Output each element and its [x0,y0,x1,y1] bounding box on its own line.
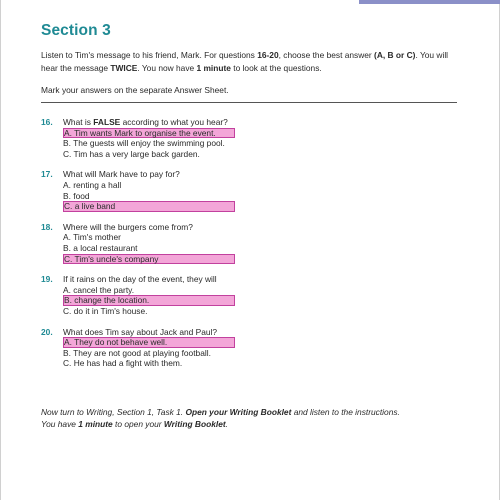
question-17 [41,169,451,211]
answer-options [41,128,451,160]
instr-part: , choose the best answer [278,50,375,60]
option-c[interactable]: C. Tim has a very large back garden. [63,148,200,159]
question-stem: What does Tim say about Jack and Paul? [63,326,218,337]
question-number: 17. [41,169,53,180]
answer-options [41,232,451,264]
question-18 [41,222,451,264]
footer-part: You have [41,419,79,429]
instr-range: 16-20 [257,50,279,60]
answer-options [41,285,451,317]
option-b[interactable]: B. They are not good at playing football. [63,347,211,358]
question-number: 20. [41,326,53,337]
instr-part: Listen to Tim's message to his friend, Mark. For questions [41,50,258,60]
option-b[interactable]: B. The guests will enjoy the swimming pool. [63,138,225,149]
question-stem: If it rains on the day of the event, they will [63,274,217,285]
option-c[interactable]: C. Tim's uncle's company [63,254,235,265]
option-a[interactable]: A. They do not behave well. [63,337,235,348]
option-a[interactable]: A. Tim's mother [63,232,121,243]
option-b[interactable]: B. a local restaurant [63,242,138,253]
answer-options [41,337,451,369]
option-c[interactable]: C. a live band [63,201,235,212]
instr-time: 1 minute [196,62,231,73]
option-a[interactable]: A. Tim wants Mark to organise the event. [63,128,235,139]
footer-line-2 [41,418,461,430]
option-a[interactable]: A. renting a hall [63,179,122,190]
answer-options [41,180,451,212]
answer-sheet-note: Mark your answers on the separate Answer Sheet. [41,85,229,95]
instr-part: . You will hear the message [41,50,449,73]
question-number: 18. [41,221,53,232]
option-a[interactable]: A. cancel the party. [63,284,135,295]
instr-options: (A, B or C) [374,50,416,60]
section-content [41,22,451,379]
instr-part: to look at the questions. [230,62,322,73]
stem-emphasis: FALSE [93,117,121,127]
option-b[interactable]: B. food [63,190,90,201]
instructions-text [41,49,451,74]
section-title: Section 3 [41,22,111,39]
top-accent-bar [359,0,500,4]
footer-emphasis: Open your Writing Booklet [185,407,292,417]
footer-part: Now turn to Writing, Section 1, Task 1. [41,407,186,417]
question-number: 16. [41,117,53,127]
stem-part: according to what you hear? [120,117,228,127]
stem-part: What is [63,117,94,127]
question-stem [41,117,451,128]
footer-part: to open your [112,419,164,429]
footer-line-1 [41,406,461,418]
footer-emphasis: 1 minute [78,419,113,429]
question-16 [41,117,451,159]
footer-instructions [41,406,461,430]
question-19 [41,274,451,316]
footer-part: . [225,419,228,429]
question-20 [41,327,451,369]
question-stem: Where will the burgers come from? [63,221,193,232]
option-b[interactable]: B. change the location. [63,295,235,306]
divider [41,102,457,103]
option-c[interactable]: C. do it in Tim's house. [63,305,148,316]
instr-twice: TWICE [110,62,138,73]
instr-part: . You now have [137,62,197,73]
option-c[interactable]: C. He has had a fight with them. [63,358,183,369]
question-stem: What will Mark have to pay for? [63,169,180,180]
footer-part: and listen to the instructions. [291,407,400,417]
footer-emphasis: Writing Booklet [163,419,226,429]
question-number: 19. [41,274,53,285]
